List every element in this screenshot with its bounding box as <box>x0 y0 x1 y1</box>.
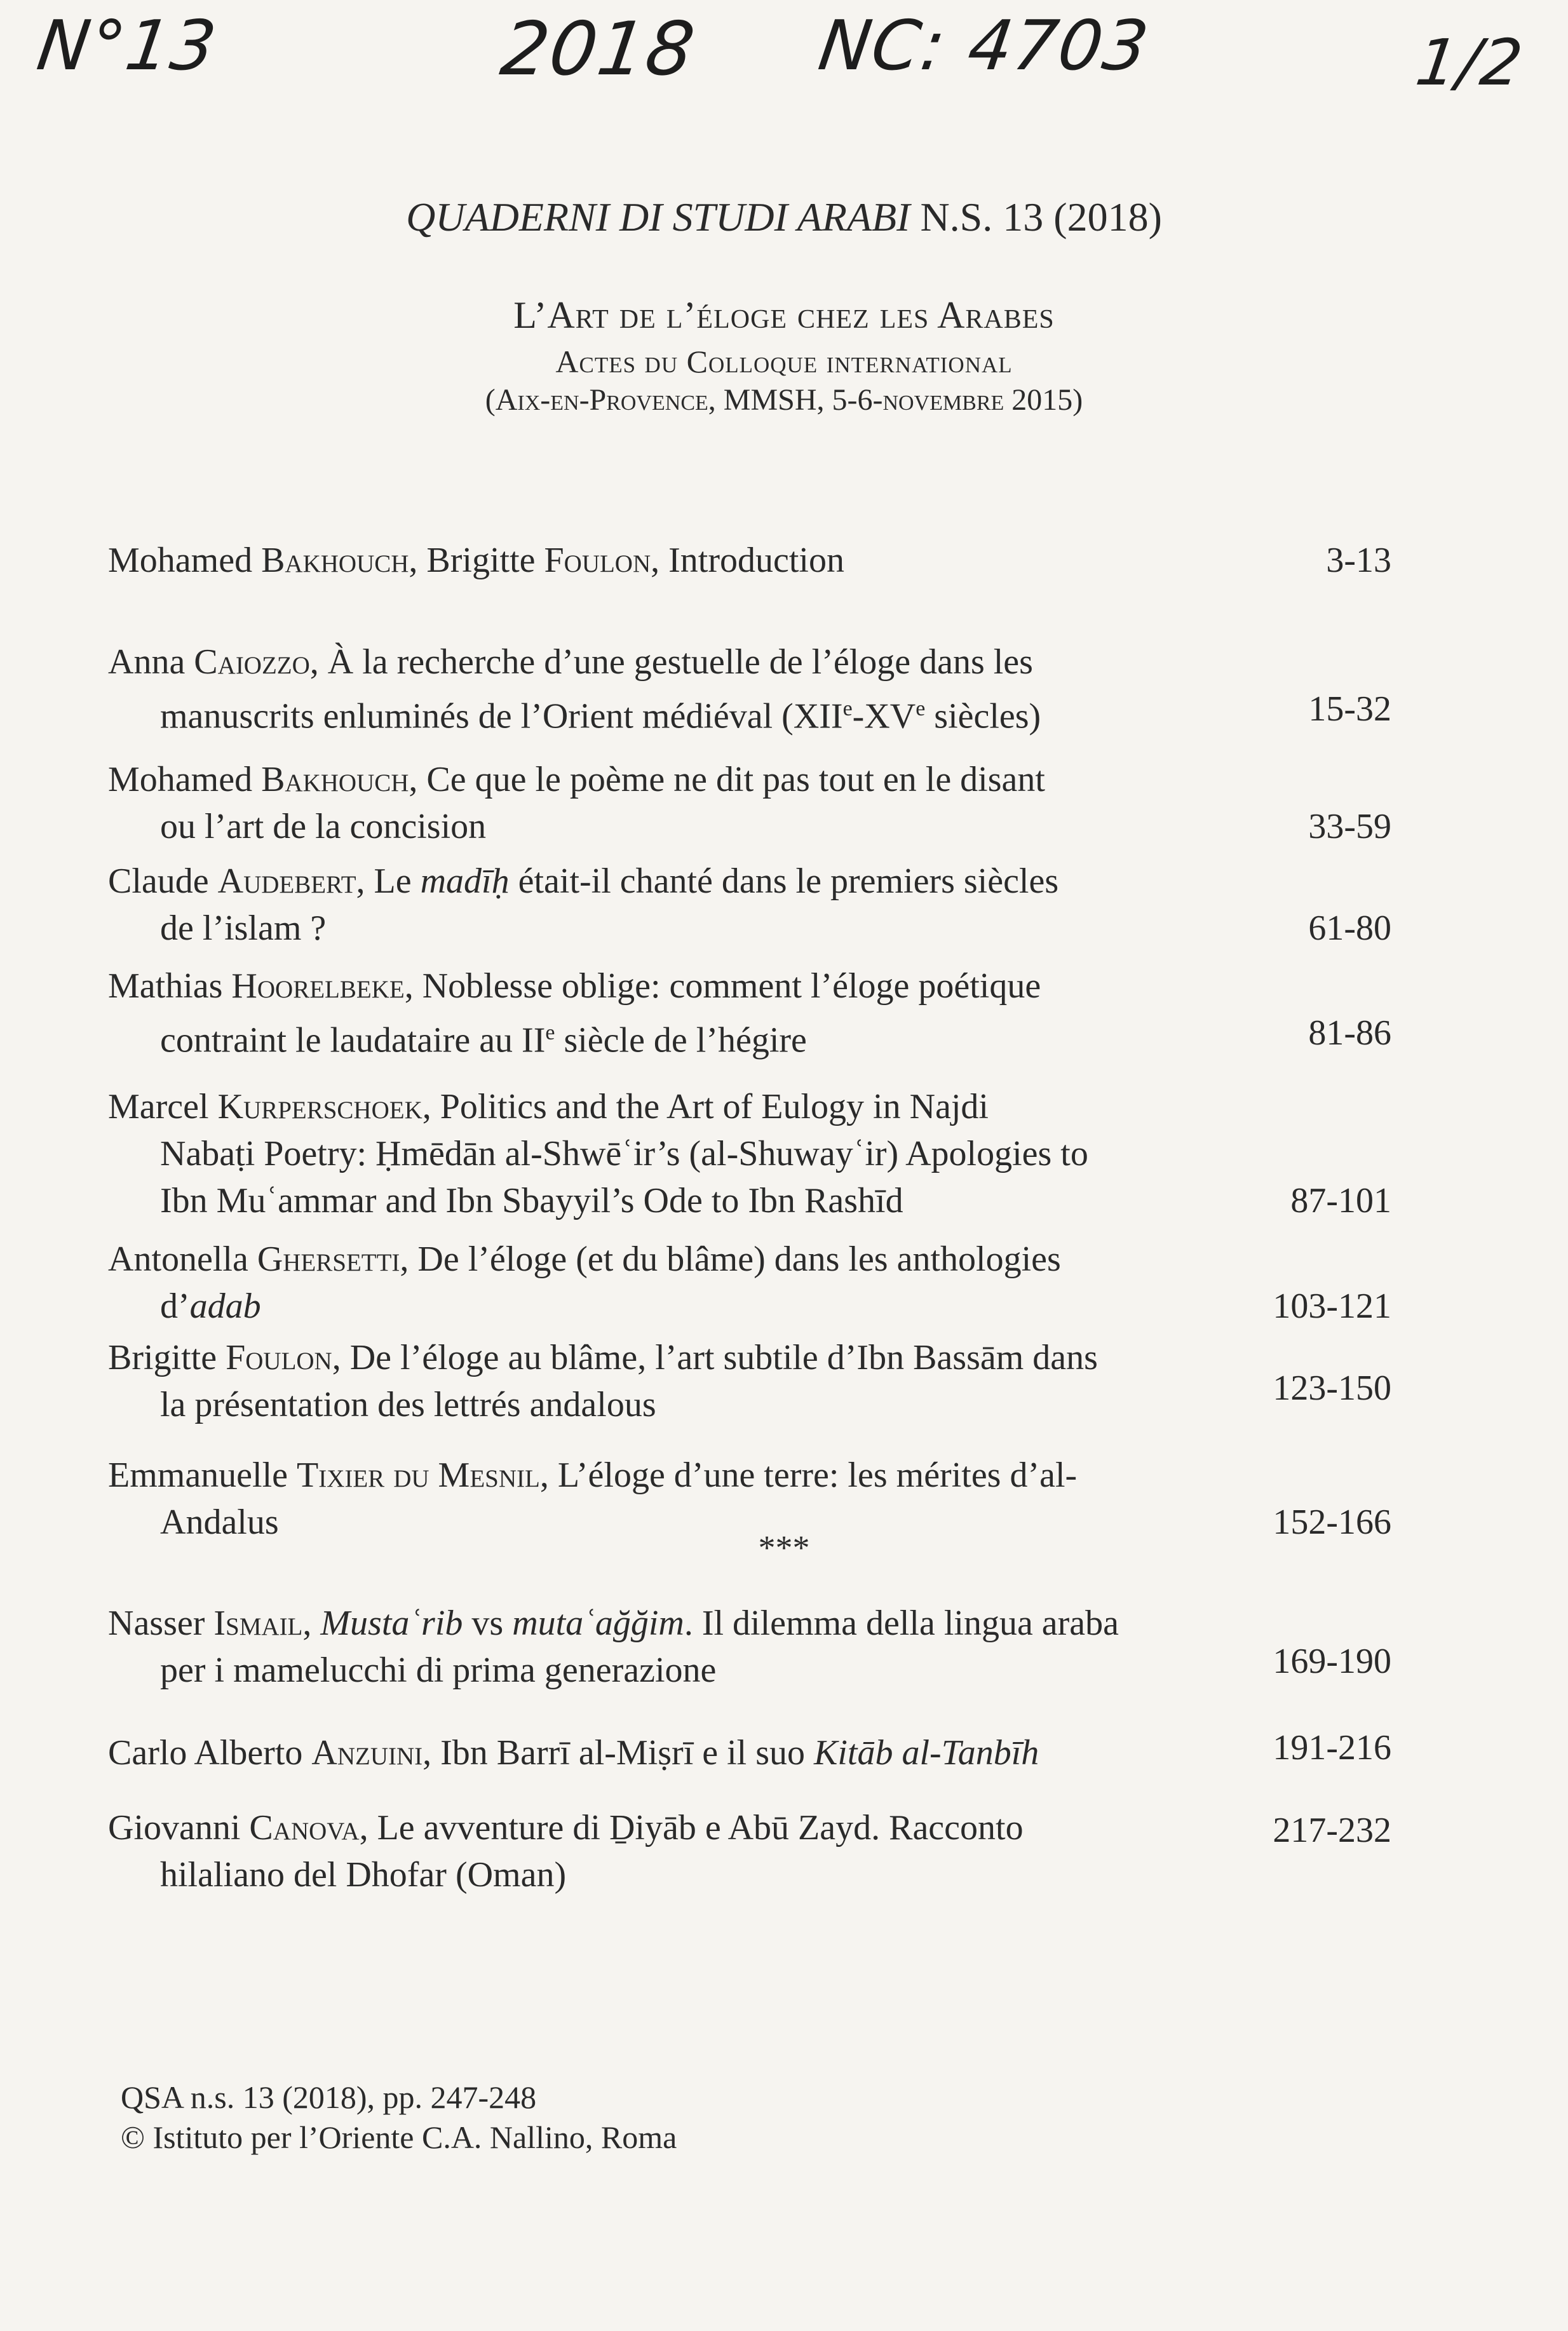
toc-entry-text: Mathias Hoorelbeke, Noblesse oblige: comment l’éloge poétique contraint le laudataire au IIe siècle de l’hégire <box>108 966 1041 1060</box>
toc-entry-text: Anna Caiozzo, À la recherche d’une gestuelle de l’éloge dans les manuscrits enluminés de l’Orient médiéval (XIIe-XVe siècles) <box>108 642 1041 736</box>
handwritten-number: N°13 <box>32 6 222 86</box>
toc-entry-text: Marcel Kurperschoek, Politics and the Art of Eulogy in Najdi Nabaṭi Poetry: Ḥmēdān al-Shwēʿir’s (al-Shuwayʿir) Apologies to Ibn Muʿammar and Ibn Sbayyil’s Ode to Ibn Rashīd <box>108 1087 1088 1220</box>
toc-entry-text: Brigitte Foulon, De l’éloge au blâme, l’art subtile d’Ibn Bassām dans la présentation des lettrés andalous <box>108 1338 1098 1424</box>
toc-entry-text: Antonella Ghersetti, De l’éloge (et du blâme) dans les anthologies d’adab <box>108 1240 1061 1326</box>
toc-author: Anzuini <box>311 1733 423 1773</box>
handwritten-year: 2018 <box>496 6 701 92</box>
toc-entry-text: Nasser Ismail, Mustaʿrib vs mutaʿağğim. Il dilemma della lingua araba per i mamelucchi di prima generazione <box>108 1604 1119 1690</box>
toc-pages: 152-166 <box>1273 1503 1391 1542</box>
issue-title: L’Art de l’éloge chez les Arabes <box>513 294 1055 336</box>
journal-name: QUADERNI DI STUDI ARABI <box>406 194 910 240</box>
issue-subtitle: Actes du Colloque international <box>555 344 1013 379</box>
journal-series: N.S. 13 (2018) <box>920 194 1162 240</box>
toc-pages: 3-13 <box>1326 541 1391 580</box>
toc-entry-text: Claude Audebert, Le madīḥ était-il chanté dans le premiers siècles de l’islam ? <box>108 861 1059 948</box>
toc-entry-text: Mohamed Bakhouch, Ce que le poème ne dit pas tout en le disant ou l’art de la concision <box>108 760 1045 846</box>
section-separator: *** <box>758 1529 810 1567</box>
toc-entry-text: Mohamed Bakhouch, Brigitte Foulon, Introduction <box>108 541 844 580</box>
footer-citation: QSA n.s. 13 (2018), pp. 247-248 <box>121 2079 537 2115</box>
toc-pages: 191-216 <box>1273 1728 1391 1767</box>
toc-author: Ghersetti <box>257 1240 400 1279</box>
handwritten-fraction: 1/2 <box>1411 25 1529 100</box>
toc-pages: 81-86 <box>1308 1013 1391 1053</box>
toc-entry-text: Giovanni Canova, Le avventure di Ḏiyāb e Abū Zayd. Racconto hilaliano del Dhofar (Oman) <box>108 1808 1024 1895</box>
journal-title <box>0 194 1568 241</box>
toc-pages: 15-32 <box>1308 689 1391 729</box>
toc-author: Caiozzo <box>194 642 310 682</box>
toc-author: Foulon <box>544 541 651 580</box>
toc-pages: 217-232 <box>1273 1811 1391 1850</box>
toc-pages: 103-121 <box>1273 1287 1391 1326</box>
toc-author: Bakhouch <box>261 541 409 580</box>
toc-pages: 87-101 <box>1290 1181 1391 1220</box>
toc-author: Kurperschoek <box>217 1087 422 1126</box>
toc-author: Bakhouch <box>261 760 409 799</box>
toc-pages: 123-150 <box>1273 1368 1391 1408</box>
toc-author: Audebert <box>217 861 356 901</box>
toc-pages: 169-190 <box>1273 1642 1391 1681</box>
toc-entry-text: Emmanuelle Tixier du Mesnil, L’éloge d’une terre: les mérites d’al- Andalus <box>108 1456 1078 1542</box>
toc-author: Canova <box>249 1808 360 1848</box>
toc-author: Hoorelbeke <box>231 966 405 1006</box>
issue-venue: (Aix-en-Provence, MMSH, 5-6-novembre 2015) <box>485 383 1083 417</box>
footer-publisher: © Istituto per l’Oriente C.A. Nallino, Roma <box>121 2119 677 2155</box>
handwritten-call-number: NC: 4703 <box>814 6 1154 86</box>
toc-pages: 33-59 <box>1308 807 1391 846</box>
toc-pages: 61-80 <box>1308 909 1391 948</box>
toc-entry-text: Carlo Alberto Anzuini, Ibn Barrī al-Miṣrī e il suo Kitāb al-Tanbīh <box>108 1733 1039 1773</box>
toc-author: Tixier du Mesnil <box>297 1456 540 1495</box>
toc-author: Ismail <box>213 1604 303 1643</box>
toc-author: Foulon <box>226 1338 332 1377</box>
